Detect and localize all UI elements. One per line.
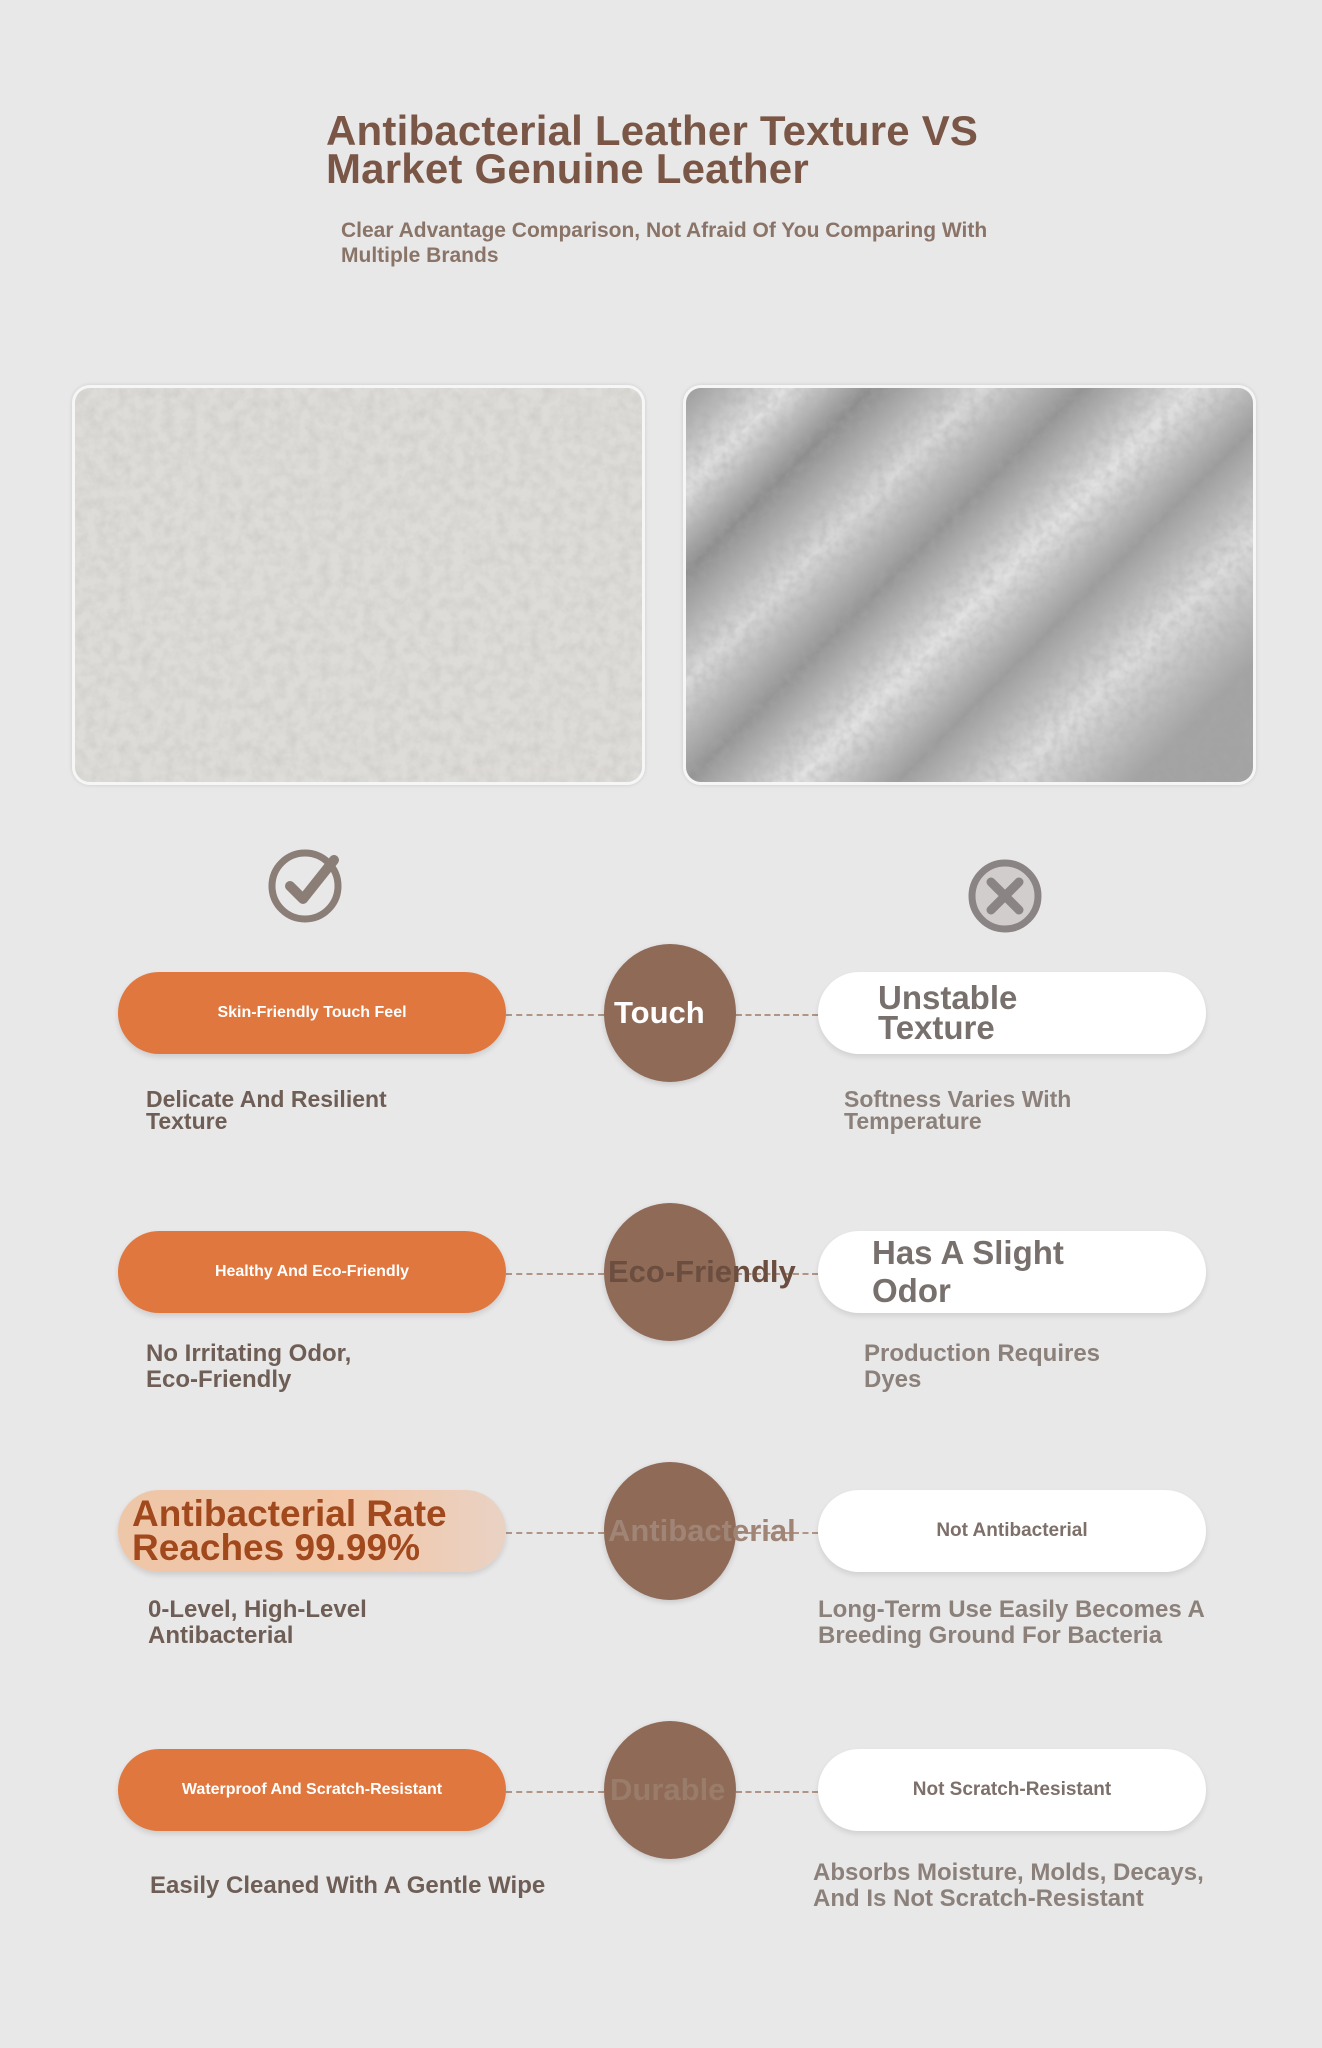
category-label: Durable <box>610 1772 726 1807</box>
category-circle-eco <box>604 1203 796 1341</box>
market-leather-photo <box>683 385 1256 785</box>
check-circle-icon <box>268 846 346 924</box>
connector-line <box>506 1273 604 1275</box>
antibacterial-leather-photo <box>72 385 645 785</box>
page-subtitle: Clear Advantage Comparison, Not Afraid Of You Comparing With Multiple Brands <box>341 219 988 267</box>
category-circle-durable <box>604 1721 736 1859</box>
page-title: Antibacterial Leather Texture VS Market Genuine Leather <box>326 107 979 192</box>
category-label: Touch <box>614 995 705 1030</box>
advantage-desc-touch: Delicate And Resilient Texture <box>146 1086 387 1134</box>
connector-line <box>736 1791 818 1793</box>
disadvantage-pill-touch <box>818 972 1206 1054</box>
connector-line <box>506 1532 604 1534</box>
advantage-label: Antibacterial Rate Reaches 99.99% <box>132 1493 447 1568</box>
category-label: Antibacterial <box>608 1513 796 1548</box>
disadvantage-pill-eco <box>818 1231 1206 1313</box>
disadvantage-pill-durable: Not Scratch-Resistant <box>818 1749 1206 1831</box>
advantage-desc-eco: No Irritating Odor, Eco-Friendly <box>146 1340 352 1393</box>
advantage-pill-eco: Healthy And Eco-Friendly <box>118 1231 506 1313</box>
disadvantage-label: Unstable Texture <box>878 979 1018 1046</box>
connector-line <box>736 1014 818 1016</box>
category-circle-antibacterial <box>604 1462 796 1600</box>
x-circle-icon <box>966 857 1044 935</box>
advantage-pill-durable: Waterproof And Scratch-Resistant <box>118 1749 506 1831</box>
category-label: Eco-Friendly <box>608 1254 796 1289</box>
connector-line <box>506 1014 604 1016</box>
disadvantage-desc-durable: Absorbs Moisture, Molds, Decays, And Is Not Scratch-Resistant <box>813 1859 1204 1912</box>
disadvantage-pill-antibacterial: Not Antibacterial <box>818 1490 1206 1572</box>
disadvantage-label: Has A Slight Odor <box>872 1234 1064 1309</box>
category-circle-touch <box>604 944 736 1082</box>
disadvantage-desc-eco: Production Requires Dyes <box>864 1340 1101 1393</box>
advantage-desc-durable: Easily Cleaned With A Gentle Wipe <box>150 1872 546 1899</box>
advantage-pill-touch: Skin-Friendly Touch Feel <box>118 972 506 1054</box>
connector-line <box>506 1791 604 1793</box>
advantage-pill-antibacterial <box>118 1490 506 1572</box>
advantage-desc-antibacterial: 0-Level, High-Level Antibacterial <box>148 1596 367 1649</box>
disadvantage-desc-antibacterial: Long-Term Use Easily Becomes A Breeding Ground For Bacteria <box>818 1596 1204 1649</box>
disadvantage-desc-touch: Softness Varies With Temperature <box>844 1086 1072 1134</box>
